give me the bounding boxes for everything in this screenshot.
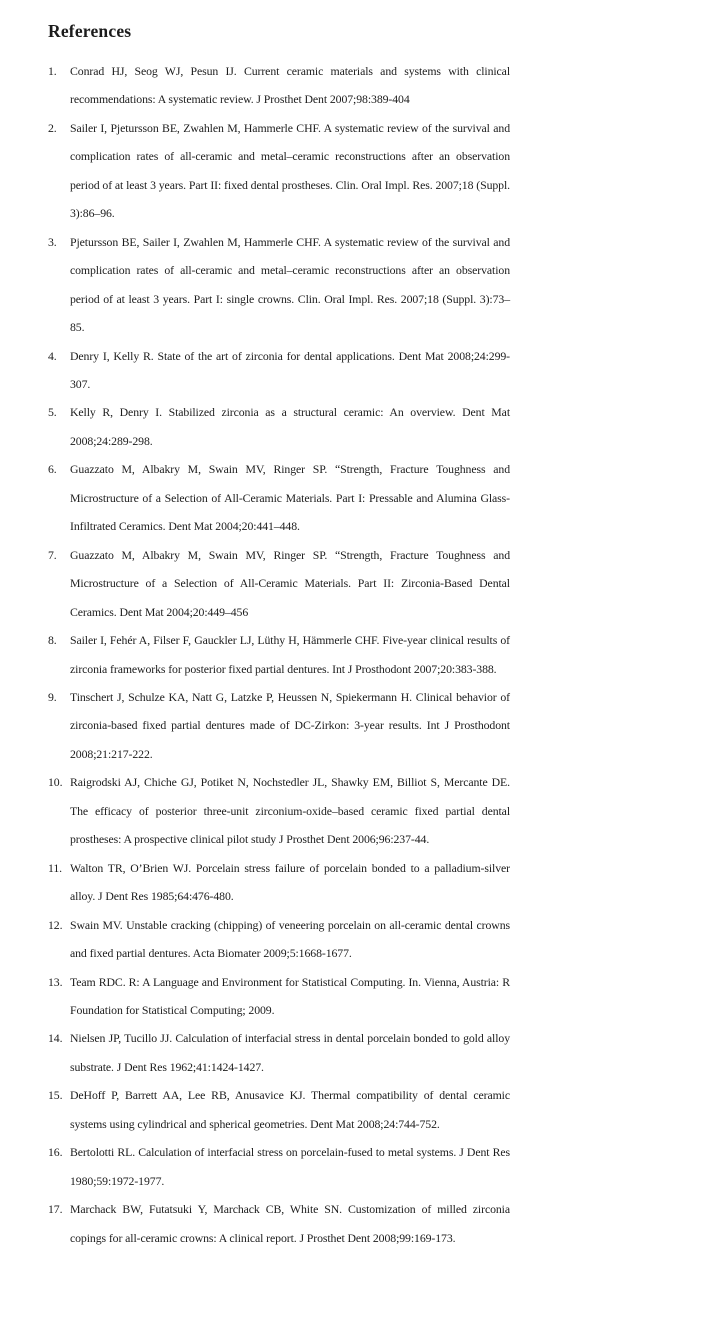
reference-number: 15. [48,1088,63,1103]
reference-text: Guazzato M, Albakry M, Swain MV, Ringer SP. “Strength, Fracture Toughness and Microstructure of a Selection of All-Ceramic Materials. Part II: Zirconia-Based Dental Ceramics. Dent Mat 2004;20:449–456 [70,547,510,619]
reference-number: 3. [48,234,57,249]
reference-number: 17. [48,1202,63,1217]
reference-item [48,968,510,1025]
reference-number: 12. [48,917,63,932]
reference-item [48,57,510,114]
reference-number: 10. [48,775,63,790]
reference-number: 9. [48,689,57,704]
reference-text: Guazzato M, Albakry M, Swain MV, Ringer SP. “Strength, Fracture Toughness and Microstructure of a Selection of All-Ceramic Materials. Part I: Pressable and Alumina Glass-Infiltrated Ceramics. Dent Mat 2004;20:441–448. [70,462,510,534]
reference-text: Sailer I, Pjetursson BE, Zwahlen M, Hammerle CHF. A systematic review of the survival and complication rates of all-ceramic and metal–ceramic reconstructions after an observation period of at least 3 years. Part II: fixed dental prostheses. Clin. Oral Impl. Res. 2007;18 (Suppl. 3):86–96. [70,120,510,221]
reference-item [48,1024,510,1081]
reference-item [48,1138,510,1195]
reference-text: Conrad HJ, Seog WJ, Pesun IJ. Current ceramic materials and systems with clinical recommendations: A systematic review. J Prosthet Dent 2007;98:389-404 [70,64,510,107]
reference-number: 8. [48,633,57,648]
reference-item [48,114,510,228]
reference-number: 1. [48,64,57,78]
reference-number: 7. [48,547,57,562]
reference-text: Walton TR, O’Brien WJ. Porcelain stress failure of porcelain bonded to a palladium-silver alloy. J Dent Res 1985;64:476-480. [70,860,510,904]
reference-item [48,541,510,626]
reference-item [48,911,510,968]
reference-item [48,398,510,455]
reference-text: Denry I, Kelly R. State of the art of zirconia for dental applications. Dent Mat 2008;24:299-307. [70,348,510,391]
reference-item [48,768,510,853]
reference-text: Bertolotti RL. Calculation of interfacial stress on porcelain-fused to metal systems. J Dent Res 1980;59:1972-1977. [70,1145,510,1188]
document-page [48,21,510,1252]
reference-text: Tinschert J, Schulze KA, Natt G, Latzke P, Heussen N, Spiekermann H. Clinical behavior of zirconia-based fixed partial dentures made of DC-Zirkon: 3-year results. Int J Prosthodont 2008;21:217-222. [70,689,510,761]
reference-number: 14. [48,1031,63,1046]
reference-text: Marchack BW, Futatsuki Y, Marchack CB, White SN. Customization of milled zirconia copings for all-ceramic crowns: A clinical report. J Prosthet Dent 2008;99:169-173. [70,1202,510,1245]
reference-number: 11. [48,860,63,875]
reference-number: 16. [48,1145,63,1160]
reference-text: Pjetursson BE, Sailer I, Zwahlen M, Hammerle CHF. A systematic review of the survival and complication rates of all-ceramic and metal–ceramic reconstructions after an observation period of at least 3 years. Part I: single crowns. Clin. Oral Impl. Res. 2007;18 (Suppl. 3):73–85. [70,234,510,335]
reference-number: 2. [48,120,57,135]
reference-number: 4. [48,348,57,363]
reference-text: Team RDC. R: A Language and Environment for Statistical Computing. In. Vienna, Austria: R Foundation for Statistical Computing; 2009. [70,974,510,1017]
reference-item [48,1195,510,1252]
reference-text: Kelly R, Denry I. Stabilized zirconia as a structural ceramic: An overview. Dent Mat 2008;24:289-298. [70,405,510,448]
references-list [48,57,510,1252]
reference-item [48,455,510,540]
reference-item [48,626,510,683]
reference-text: DeHoff P, Barrett AA, Lee RB, Anusavice KJ. Thermal compatibility of dental ceramic systems using cylindrical and spherical geometries. Dent Mat 2008;24:744-752. [70,1088,510,1131]
reference-number: 6. [48,462,57,477]
reference-text: Swain MV. Unstable cracking (chipping) of veneering porcelain on all-ceramic dental crowns and fixed partial dentures. Acta Biomater 2009;5:1668-1677. [70,917,510,961]
reference-item [48,683,510,768]
reference-text: Raigrodski AJ, Chiche GJ, Potiket N, Nochstedler JL, Shawky EM, Billiot S, Mercante DE. The efficacy of posterior three-unit zirconium-oxide–based ceramic fixed partial dental prostheses: A prospective clinical pilot study J Prosthet Dent 2006;96:237-44. [70,775,510,847]
reference-number: 5. [48,405,57,420]
reference-item [48,854,510,911]
reference-text: Nielsen JP, Tucillo JJ. Calculation of interfacial stress in dental porcelain bonded to gold alloy substrate. J Dent Res 1962;41:1424-1427. [70,1031,510,1074]
reference-number: 13. [48,974,63,989]
reference-item [48,342,510,399]
reference-item [48,228,510,342]
reference-text: Sailer I, Fehér A, Filser F, Gauckler LJ, Lüthy H, Hämmerle CHF. Five-year clinical results of zirconia frameworks for posterior fixed partial dentures. Int J Prosthodont 2007;20:383-388. [70,633,510,676]
reference-item [48,1081,510,1138]
references-heading: References [48,21,132,41]
